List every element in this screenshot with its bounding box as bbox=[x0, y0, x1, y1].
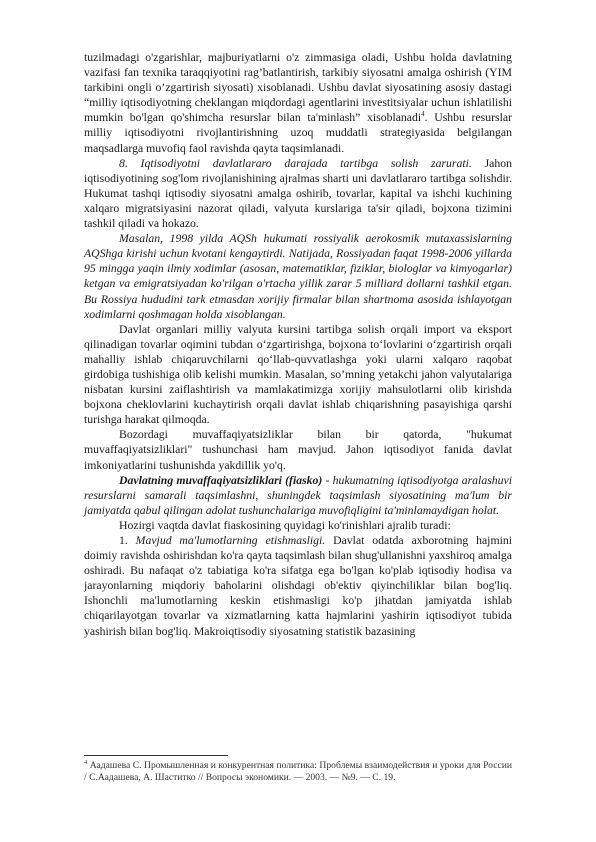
footnote-text: Аадашева С. Промышленная и конкурентная политика: Проблемы взаимодействия и уроки для России / С.Аадашева, А. Шаститко // Вопросы экономики. — 2003. — №9. — С. 19. bbox=[84, 760, 512, 784]
definition-text: - hukumatning iqtisodiyotga aralashuvi resurslarni samarali taqsimlashni, shuningdek taqsimlash siyosatining ma'lum bir jamiyatda qabul qilingan adolat tushunchalariga muvofiqligini ta'minlamaydigan holat. bbox=[84, 473, 512, 517]
paragraph-1 bbox=[84, 50, 512, 156]
list-item-title: Mavjud ma'lumotlarning etishmasligi. bbox=[135, 534, 326, 547]
paragraph-7: Hozirgi vaqtda davlat fiaskosining quyidagi ko'rinishlari ajralib turadi: bbox=[119, 518, 451, 532]
paragraph-2-text: Jahon iqtisodiyotining sog'lom rivojlanishining ajralmas sharti uni davlatlararo tartibga solishdir. Hukumat tashqi iqtisodiy siyosatni amalga oshirib, tovarlar, kapital va ishchi kuchining xalqaro migratsiyasini nazorat qiladi, valyuta kurslariga ta'sir qiladi, bojxona tizimini tashkil qiladi va hokazo. bbox=[84, 156, 512, 231]
footnote bbox=[84, 760, 512, 785]
paragraph-2 bbox=[84, 156, 512, 231]
paragraph-6-definition bbox=[84, 473, 512, 518]
paragraph-3-example: Masalan, 1998 yilda AQSh hukumati rossiyalik aerokosmik mutaxassislarning AQShga kirishi uchun kvotani kengaytirdi. Natijada, Rossiyadan faqat 1998-2006 yillarda 95 mingga yaqin ilmiy xodimlar (asosan, matematiklar, fiziklar, biologlar va kimyogarlar) ketgan va emigratsiyadan ko'rilgan o'rtacha yillik zarar 5 milliard dollarni tashkil etgan. Bu Rossiya hududini tark etmasdan xorijiy firmalar bilan shartnoma asosida ishlayotgan xodimlarni qoshmagan holda xisoblangan. bbox=[84, 232, 512, 321]
paragraph-1-text: tuzilmadagi o'zgarishlar, majburiyatlarni o'z zimmasiga oladi, Ushbu holda davlatning vazifasi fan texnika taraqqiyotini rag’batlantirish, tarkibiy siyosatni amalga oshirish (YIM tarkibini ongli o’zgartirish siyosati) xisoblanadi. Ushbu davlat siyosatining asosiy dastagi “milliy iqtisodiyotning cheklangan miqdordagi agentlarini investitsiyalar uchun ishlatilishi mumkin bo'lgan qo'shimcha resurslar bilan ta'minlash” xisoblanadi bbox=[84, 51, 512, 125]
footnote-number: 4 bbox=[84, 758, 88, 766]
paragraph-8-text: Davlat odatda axborotning hajmini doimiy ravishda oshirishdan ko'ra qayta taqsimlash bilan shug'ullanishni yaxshiroq amalga oshiradi. Bu nafaqat o'z tabiatiga ko'ra sifatga ega bo'lgan ko'plab iqtisodiy hodisa va jarayonlarning miqdoriy baholarini olishdagi ob'ektiv qiyinchiliklar bilan bog'liq. Ishonchli ma'lumotlarning keskin etishmasligi ko'p jihatdan jamiyatda ishlab chiqarilayotgan tovarlar va xizmatlarning katta hajmlarini yashirin iqtisodiyot tubida yashirish bilan bog'liq. Makroiqtisodiy siyosatning statistik bazasining bbox=[84, 534, 512, 638]
paragraph-5: Bozordagi muvaffaqiyatsizliklar bilan bir qatorda, "hukumat muvaffaqiyatsizliklari" tushunchasi ham mavjud. Jahon iqtisodiyot fanida davlat imkoniyatlarini tushunishda yakdillik yo'q. bbox=[84, 428, 512, 472]
paragraph-8 bbox=[84, 533, 512, 639]
paragraph-4: Davlat organlari milliy valyuta kursini tartibga solish orqali import va eksport qilinadigan tovarlar oqimini tubdan o‘zgartirishga, bojxona to‘lovlarini o‘zgartirish orqali mahalliy ishlab chiqaruvchilarni qo‘llab-quvvatlashga yoki ularni xalqaro raqobat girdobiga tushishiga olib kelishi mumkin. Masalan, so’mning yetakchi jahon valyutalariga nisbatan kursini zaiflashtirish va mamlakatimizga xorijiy mahsulotlarni olib kirishda bojxona cheklovlarini kuchaytirish orqali davlat ishlab chiqarishning pasayishiga qarshi turishga harakat qilmoqda. bbox=[84, 322, 512, 427]
footnote-ref[interactable]: 4 bbox=[421, 110, 425, 119]
definition-term: Davlatning muvaffaqiyatsizliklari (fiasko) bbox=[119, 473, 323, 487]
paragraph-1-tail: . Ushbu resurslar milliy iqtisodiyotni rivojlantirishning uzoq muddatli strategiyasida belgilangan maqsadlarga muvofiq faol ravishda qayta taqsimlanadi. bbox=[84, 111, 512, 155]
section-8-title: 8. Iqtisodiyotni davlatlararo darajada tartibga solish zarurati. bbox=[119, 156, 472, 170]
footnote-divider bbox=[84, 755, 228, 756]
document-body bbox=[84, 50, 512, 639]
list-number: 1. bbox=[119, 534, 136, 547]
